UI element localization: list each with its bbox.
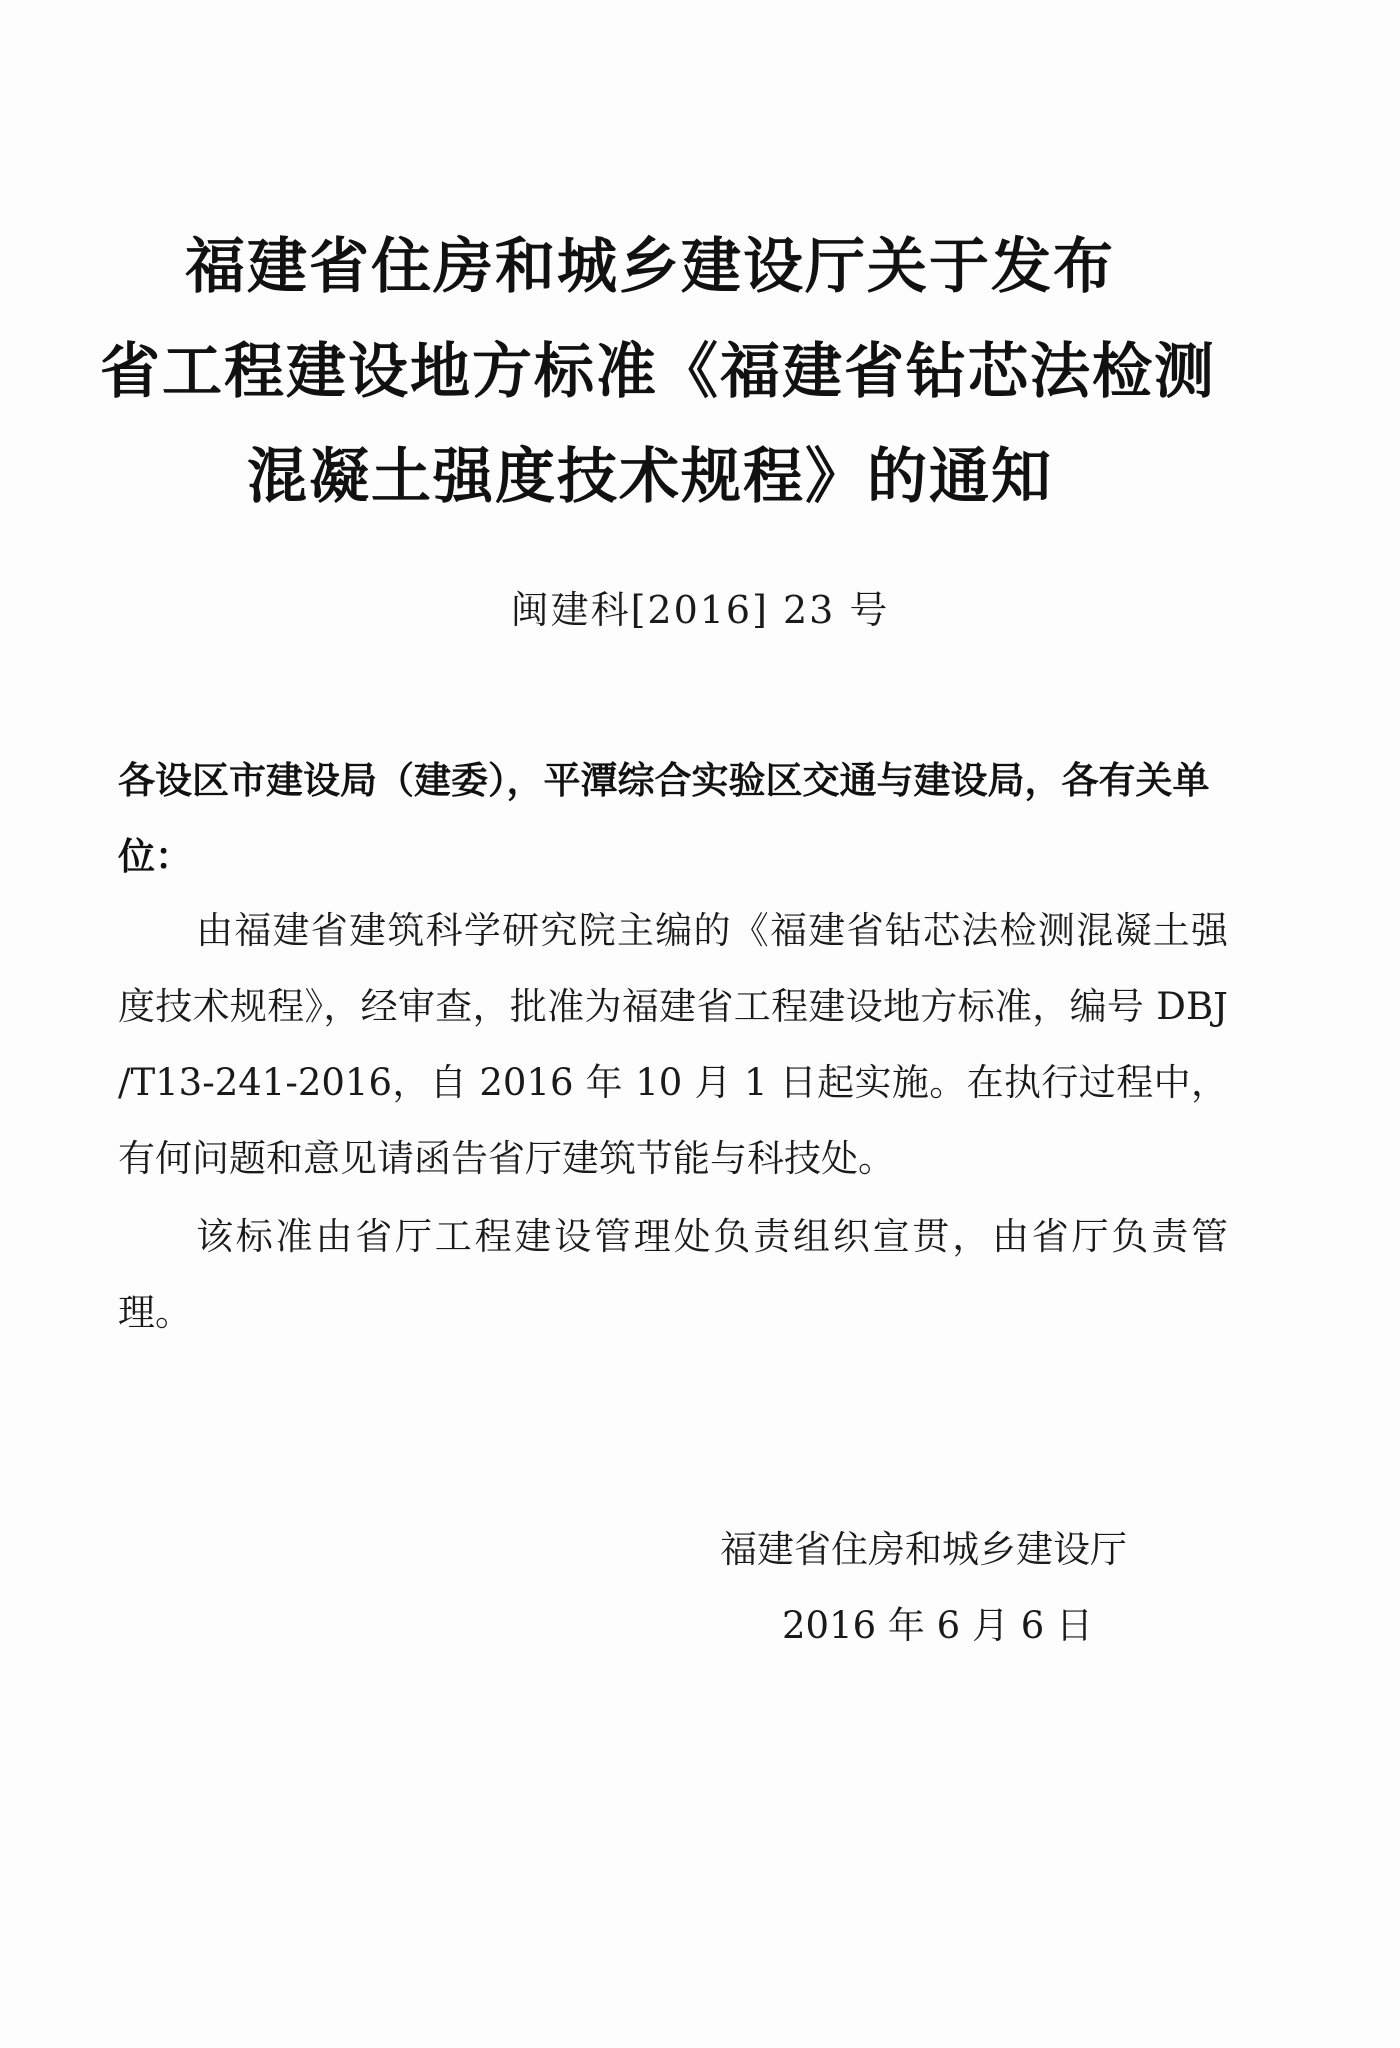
body-paragraph-1: 由福建省建筑科学研究院主编的《福建省钻芯法检测混凝土强度技术规程》，经审查，批准为福建省工程建设地方标准，编号 DBJ /T13-241-2016，自 2016 年 10 月 1 日起实施。在执行过程中，有何问题和意见请函告省厅建筑节能与科技处。 <box>118 909 1228 1180</box>
salutation: 各设区市建设局（建委），平潭综合实验区交通与建设局，各有关单位： <box>118 759 1210 878</box>
body-paragraph-2: 该标准由省厅工程建设管理处负责组织宣贯，由省厅负责管理。 <box>118 1215 1228 1334</box>
document-number: 闽建科[2016] 23 号 <box>510 588 890 632</box>
title-line-1: 福建省住房和城乡建设厅关于发布 <box>185 232 1115 302</box>
title-line-3: 混凝土强度技术规程》的通知 <box>247 442 1053 512</box>
title-line-2: 省工程建设地方标准《福建省钻芯法检测 <box>100 337 1216 407</box>
issuer-signature: 福建省住房和城乡建设厅 <box>720 1528 1127 1571</box>
issue-date: 2016 年 6 月 6 日 <box>782 1604 1094 1647</box>
document-title <box>100 215 1216 530</box>
